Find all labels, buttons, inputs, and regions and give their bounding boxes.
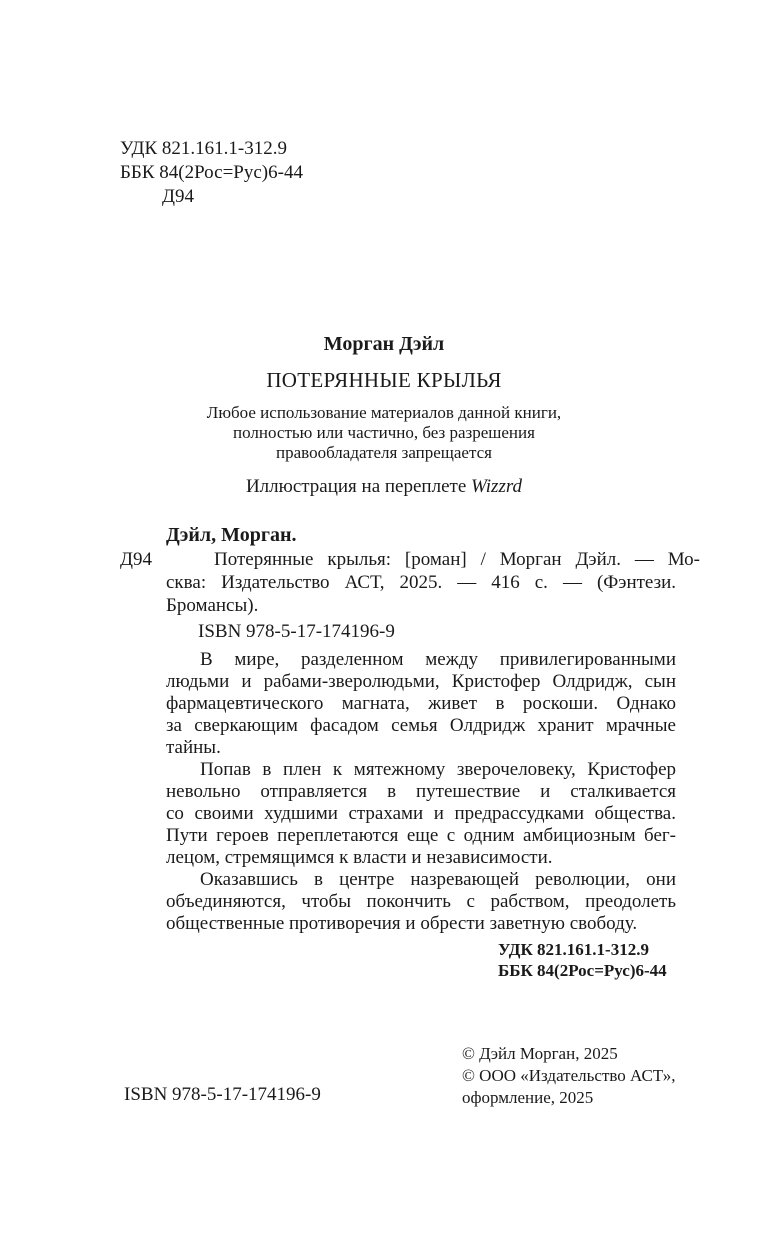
- catalog-isbn: ISBN 978-5-17-174196-9: [198, 621, 395, 642]
- catalog-description-line: Потерянные крылья: [роман] / Морган Дэйл. — Мо-: [214, 549, 700, 570]
- annotation-line: общественные противоречия и обрести заветную свободу.: [166, 913, 638, 934]
- illustrator-name: Wizzrd: [471, 476, 523, 497]
- annotation-line: Оказавшись в центре назревающей революции, они: [200, 869, 676, 890]
- annotation-line: со своими худшими страхами и предрассудками общества.: [166, 803, 676, 824]
- catalog-description-line: Бромансы).: [166, 595, 259, 616]
- annotation-line: людьми и рабами-зверолюдьми, Кристофер Олдридж, сын: [166, 671, 676, 692]
- footer-isbn: ISBN 978-5-17-174196-9: [124, 1084, 321, 1105]
- udk-code-top: УДК 821.161.1-312.9: [120, 138, 287, 159]
- bbk-code-top: ББК 84(2Рос=Рус)6-44: [120, 162, 303, 183]
- annotation-line: Пути героев переплетаются еще с одним амбициозным бег-: [166, 825, 676, 846]
- author-mark-top: Д94: [162, 186, 194, 207]
- catalog-mark: Д94: [120, 549, 152, 570]
- author-name: Морган Дэйл: [323, 333, 445, 355]
- annotation-line: Попав в плен к мятежному зверочеловеку, Кристофер: [200, 759, 676, 780]
- annotation-line: лецом, стремящимся к власти и независимости.: [166, 847, 553, 868]
- illustration-label: Иллюстрация на переплете: [245, 476, 471, 497]
- rights-notice-line: правообладателя запрещается: [276, 443, 492, 462]
- copyright-line: оформление, 2025: [462, 1088, 594, 1107]
- copyright-line: © Дэйл Морган, 2025: [462, 1044, 618, 1063]
- book-title: ПОТЕРЯННЫЕ КРЫЛЬЯ: [266, 368, 502, 392]
- rights-notice-line: Любое использование материалов данной книги,: [206, 403, 562, 422]
- rights-notice-line: полностью или частично, без разрешения: [233, 423, 535, 442]
- copyright-line: © ООО «Издательство АСТ»,: [462, 1066, 676, 1085]
- illustration-credit: [0, 476, 768, 498]
- annotation-line: фармацевтического магната, живет в роскоши. Однако: [166, 693, 676, 714]
- catalog-author-heading: Дэйл, Морган.: [166, 524, 297, 546]
- annotation-line: объединяются, чтобы покончить с рабством, преодолеть: [166, 891, 676, 912]
- udk-code-bottom: УДК 821.161.1-312.9: [498, 940, 649, 959]
- annotation-line: тайны.: [166, 737, 221, 758]
- catalog-description-line: сква: Издательство АСТ, 2025. — 416 с. — (Фэнтези.: [166, 572, 676, 593]
- annotation-line: В мире, разделенном между привилегированными: [200, 649, 676, 670]
- annotation-line: невольно отправляется в путешествие и сталкивается: [166, 781, 676, 802]
- bbk-code-bottom: ББК 84(2Рос=Рус)6-44: [498, 961, 667, 980]
- annotation-line: за сверкающим фасадом семья Олдридж хранит мрачные: [166, 715, 676, 736]
